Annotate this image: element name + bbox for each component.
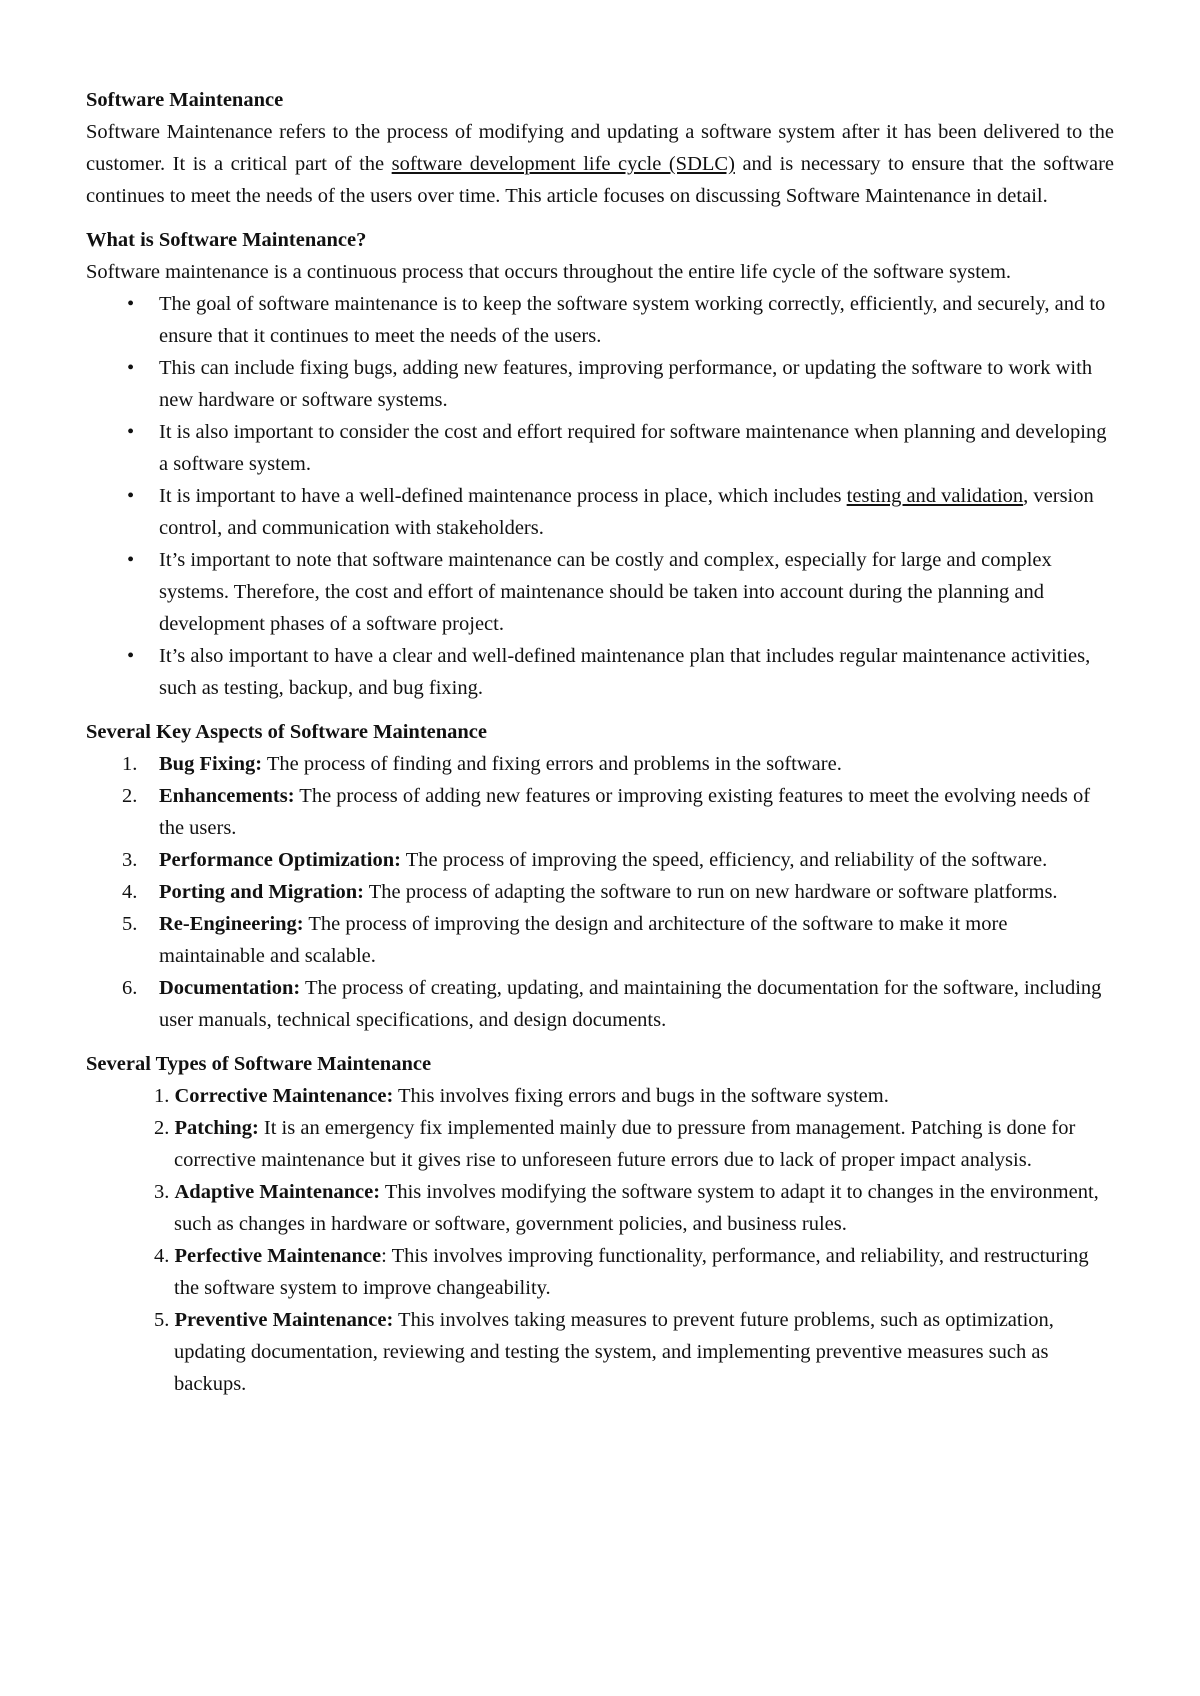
list-term: Enhancements: (159, 785, 295, 807)
list-item (86, 1112, 1114, 1176)
what-bullet-list (86, 288, 1114, 704)
document-title: Software Maintenance (86, 89, 284, 111)
list-term: Performance Optimization: (159, 849, 401, 871)
list-term: Patching: (174, 1117, 259, 1139)
list-item-text: It is an emergency fix implemented mainly due to pressure from management. Patching is done for corrective maintenance but it gives rise to unforeseen future errors due to lack of proper impact analysis. (174, 1117, 1076, 1171)
list-number: 3. (154, 1181, 170, 1203)
list-item (86, 876, 1114, 908)
list-item (86, 972, 1114, 1036)
list-item-text: : This involves improving functionality, performance, and reliability, and restructuring the software system to improve changeability. (174, 1245, 1089, 1299)
testing-validation-link[interactable]: testing and validation (846, 485, 1024, 507)
list-item (86, 640, 1114, 704)
list-number: 6. (122, 977, 138, 999)
list-item (86, 1304, 1114, 1400)
list-item-text: The process of creating, updating, and maintaining the documentation for the software, including user manuals, technical specifications, and design documents. (159, 977, 1102, 1031)
list-term: Bug Fixing: (159, 753, 263, 775)
what-paragraph: Software maintenance is a continuous process that occurs throughout the entire life cycle of the software system. (86, 261, 1012, 283)
list-item-text: It’s also important to have a clear and well-defined maintenance plan that includes regular maintenance activities, such as testing, backup, and bug fixing. (159, 645, 1091, 699)
list-item-text: It’s important to note that software maintenance can be costly and complex, especially for large and complex systems. Therefore, the cost and effort of maintenance should be taken into account during the planning and development phases of a software project. (159, 549, 1052, 635)
list-term: Corrective Maintenance: (174, 1085, 394, 1107)
list-number: 2. (122, 785, 138, 807)
list-number: 1. (154, 1085, 170, 1107)
types-heading: Several Types of Software Maintenance (86, 1053, 432, 1075)
list-term: Preventive Maintenance: (174, 1309, 394, 1331)
list-number: 1. (122, 753, 138, 775)
list-term: Documentation: (159, 977, 301, 999)
aspects-list (86, 748, 1114, 1036)
list-item (86, 780, 1114, 844)
list-item-text: The process of adding new features or improving existing features to meet the evolving needs of the users. (159, 785, 1091, 839)
types-list (86, 1080, 1114, 1400)
intro-text-2: and is necessary to ensure that the software continues to meet the needs of the users over time. This article focuses on discussing Software Maintenance in detail. (86, 153, 1114, 207)
list-item-text: It is important to have a well-defined maintenance process in place, which includes (159, 485, 847, 507)
list-item-text: The process of adapting the software to run on new hardware or software platforms. (364, 881, 1058, 903)
list-item-text: This involves fixing errors and bugs in the software system. (393, 1085, 889, 1107)
list-item-text: It is also important to consider the cost and effort required for software maintenance when planning and developing a software system. (159, 421, 1107, 475)
list-item-text: The goal of software maintenance is to keep the software system working correctly, efficiently, and securely, and to ensure that it continues to meet the needs of the users. (159, 293, 1106, 347)
list-item (86, 288, 1114, 352)
aspects-heading: Several Key Aspects of Software Maintenance (86, 721, 488, 743)
list-item (86, 748, 1114, 780)
list-item-text: This can include fixing bugs, adding new features, improving performance, or updating the software to work with new hardware or software systems. (159, 357, 1093, 411)
bullet-icon: • (127, 357, 135, 379)
list-number: 5. (122, 913, 138, 935)
list-item (86, 1080, 1114, 1112)
bullet-icon: • (127, 549, 135, 571)
bullet-icon: • (127, 485, 135, 507)
list-term: Perfective Maintenance (174, 1245, 382, 1267)
list-item-text: , version control, and communication with stakeholders. (159, 485, 1094, 539)
list-item (86, 844, 1114, 876)
list-term: Porting and Migration: (159, 881, 364, 903)
list-item-text: The process of finding and fixing errors and problems in the software. (262, 753, 842, 775)
bullet-icon: • (127, 421, 135, 443)
list-item (86, 480, 1114, 544)
list-item-text: The process of improving the design and architecture of the software to make it more maintainable and scalable. (159, 913, 1008, 967)
list-item (86, 416, 1114, 480)
list-item-text: This involves taking measures to prevent future problems, such as optimization, updating documentation, reviewing and testing the system, and implementing preventive measures such as backups. (174, 1309, 1054, 1395)
list-number: 4. (154, 1245, 170, 1267)
list-item (86, 1240, 1114, 1304)
what-heading: What is Software Maintenance? (86, 229, 367, 251)
bullet-icon: • (127, 293, 135, 315)
list-number: 3. (122, 849, 138, 871)
sdlc-link[interactable]: software development life cycle (SDLC) (391, 153, 735, 175)
list-number: 4. (122, 881, 138, 903)
list-term: Re-Engineering: (159, 913, 304, 935)
list-term: Adaptive Maintenance: (174, 1181, 381, 1203)
list-number: 2. (154, 1117, 170, 1139)
list-item-text: This involves modifying the software system to adapt it to changes in the environment, such as changes in hardware or software, government policies, and business rules. (174, 1181, 1099, 1235)
list-item (86, 352, 1114, 416)
intro-text-1: Software Maintenance refers to the process of modifying and updating a software system after it has been delivered to the customer. It is a critical part of the (86, 121, 1114, 175)
intro-paragraph (86, 116, 1114, 212)
list-number: 5. (154, 1309, 170, 1331)
list-item-text: The process of improving the speed, efficiency, and reliability of the software. (400, 849, 1048, 871)
list-item (86, 1176, 1114, 1240)
list-item (86, 544, 1114, 640)
bullet-icon: • (127, 645, 135, 667)
list-item (86, 908, 1114, 972)
